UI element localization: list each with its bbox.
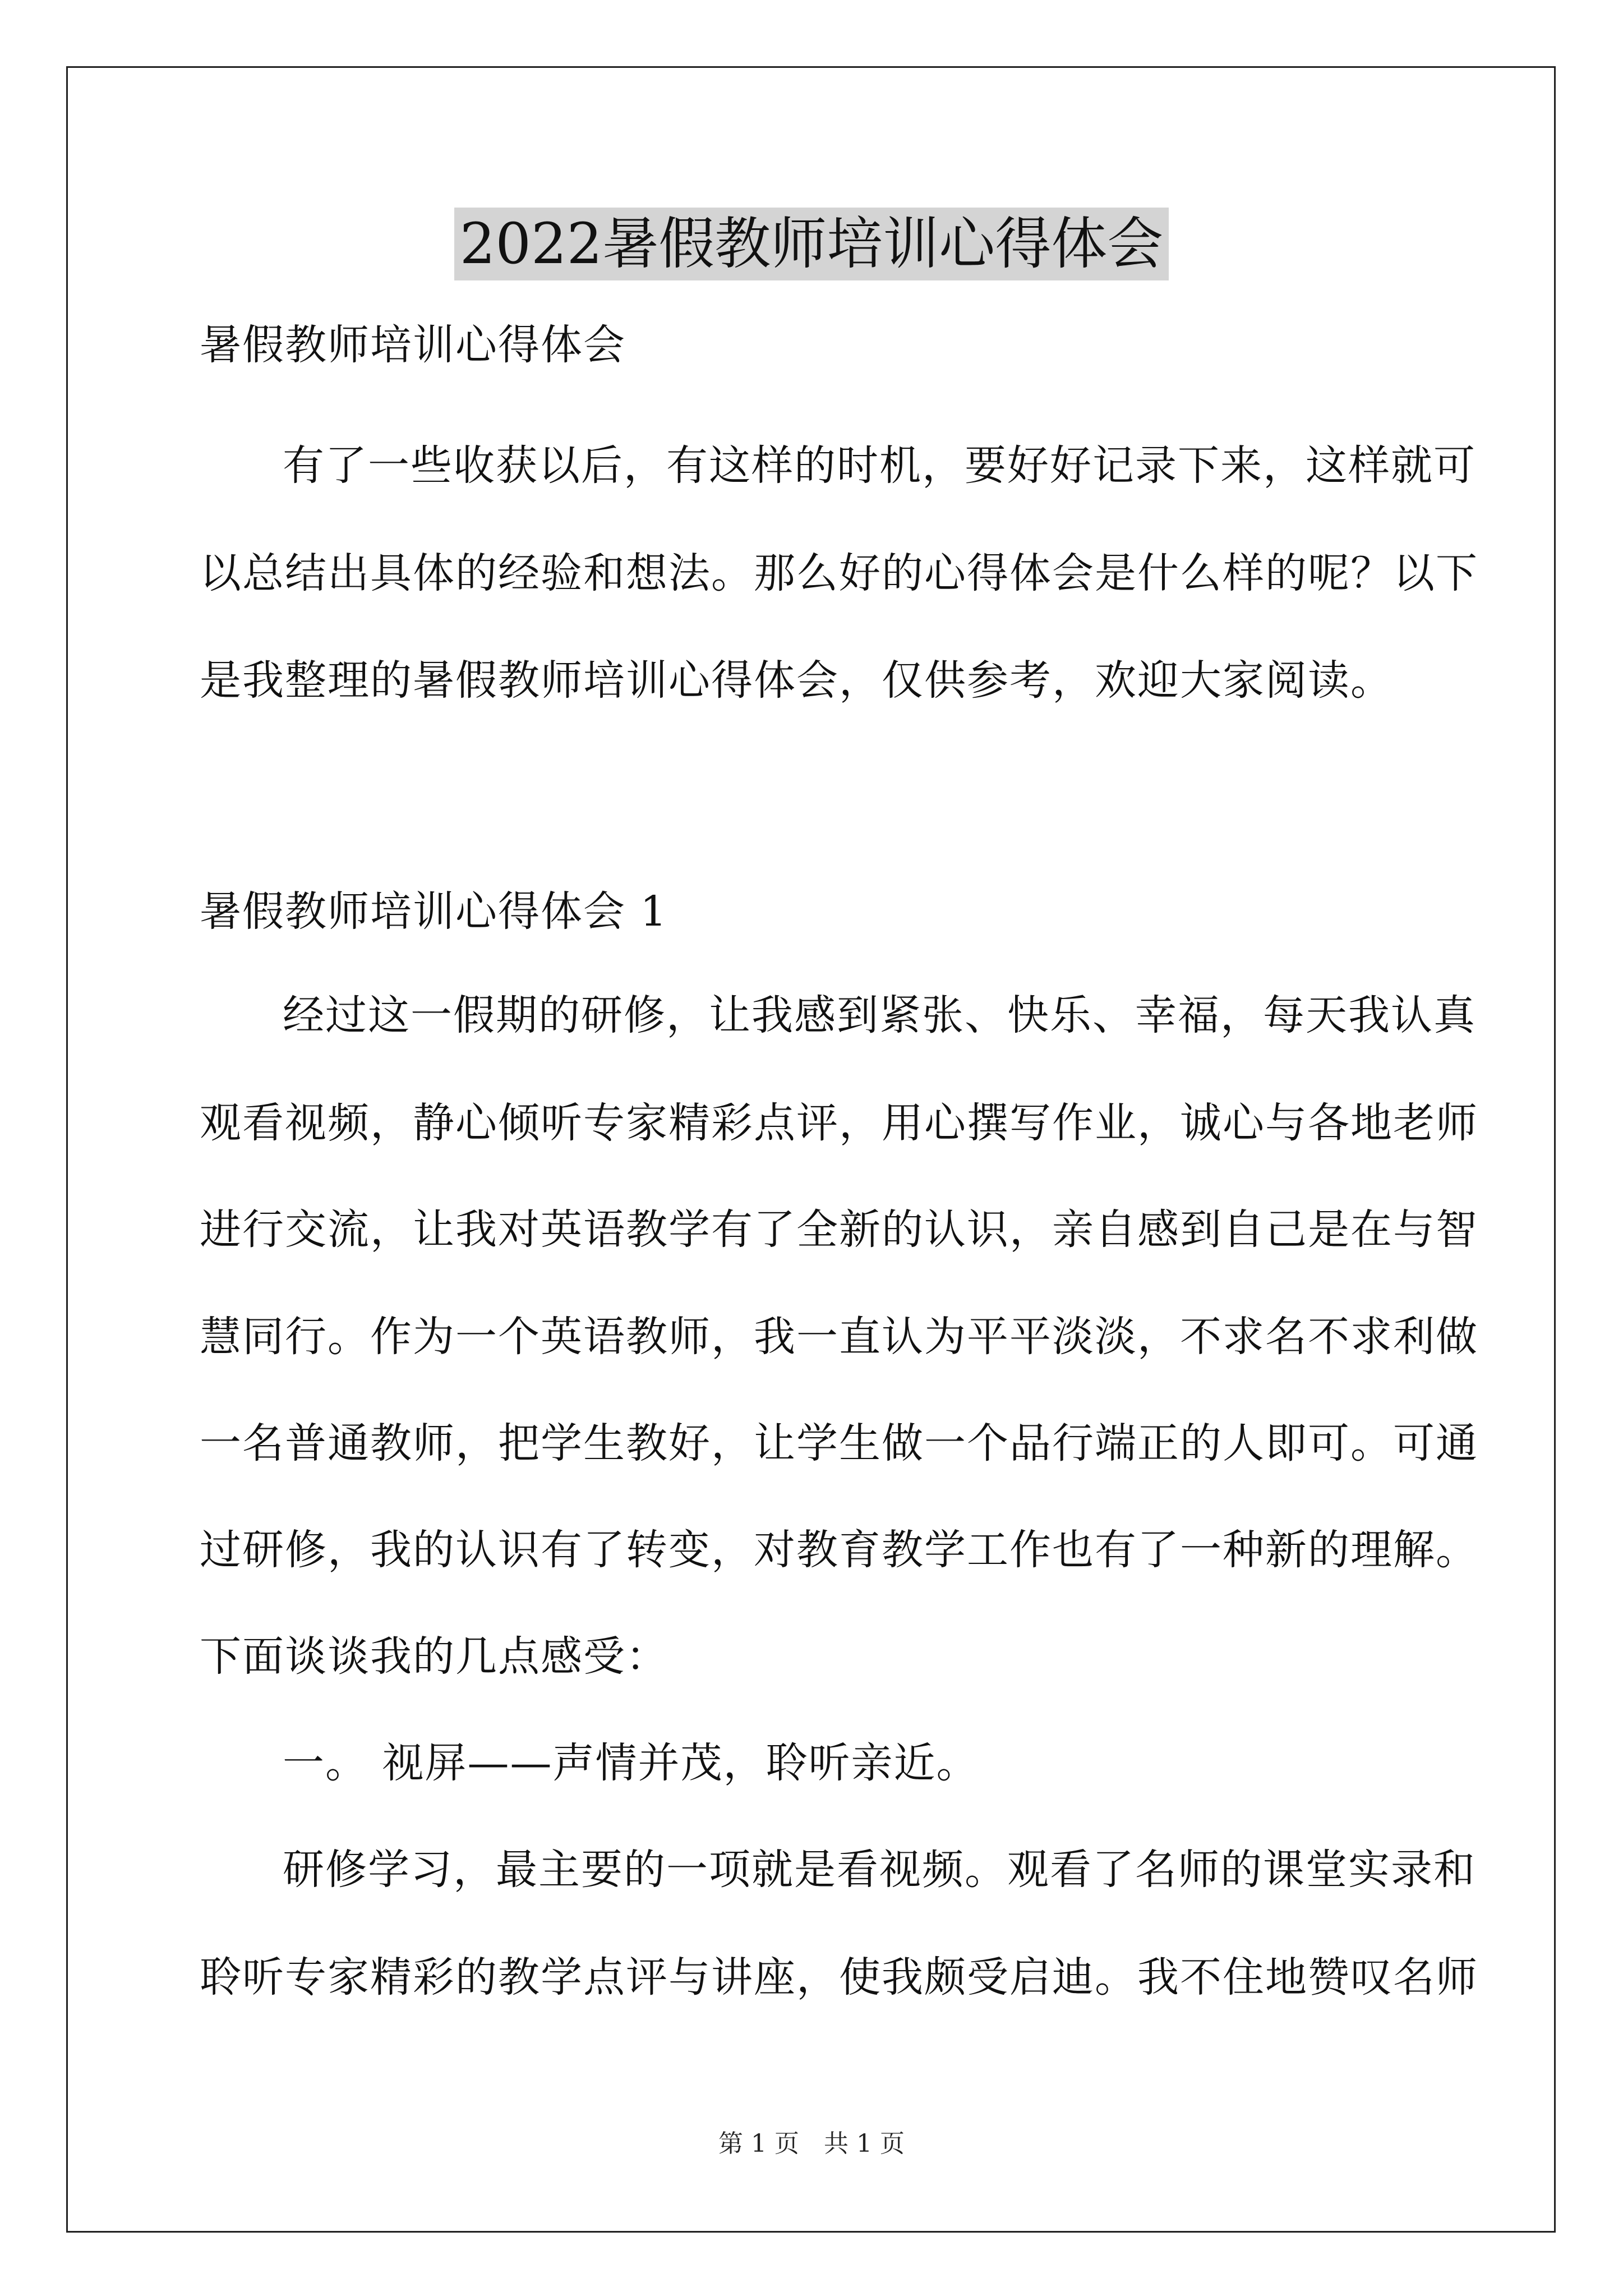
- paragraph-line: 下面谈谈我的几点感受：: [200, 1632, 668, 1681]
- point-heading: 一。 视屏——声情并茂，聆听亲近。: [283, 1739, 979, 1787]
- paragraph-line: 过研修，我的认识有了转变，对教育教学工作也有了一种新的理解。: [200, 1526, 1478, 1574]
- document-subtitle: 暑假教师培训心得体会: [200, 321, 626, 369]
- section-heading: 暑假教师培训心得体会 1: [200, 887, 668, 936]
- paragraph-line: 经过这一假期的研修，让我感到紧张、快乐、幸福，每天我认真: [283, 991, 1476, 1039]
- paragraph-line: 聆听专家精彩的教学点评与讲座，使我颇受启迪。我不住地赞叹名师: [200, 1953, 1478, 2001]
- intro-line: 是我整理的暑假教师培训心得体会，仅供参考，欢迎大家阅读。: [200, 656, 1393, 705]
- paragraph-line: 慧同行。作为一个英语教师，我一直认为平平淡淡，不求名不求利做: [200, 1313, 1478, 1361]
- paragraph-line: 研修学习，最主要的一项就是看视频。观看了名师的课堂实录和: [283, 1846, 1476, 1894]
- intro-line: 有了一些收获以后，有这样的时机，要好好记录下来，这样就可: [283, 441, 1476, 490]
- page-number-footer: 第 1 页 共 1 页: [718, 2129, 905, 2158]
- paragraph-line: 进行交流，让我对英语教学有了全新的认识，亲自感到自己是在与智: [200, 1205, 1478, 1254]
- document-title: [0, 208, 1623, 280]
- document-title-text: 2022暑假教师培训心得体会: [454, 208, 1169, 280]
- intro-line: 以总结出具体的经验和想法。那么好的心得体会是什么样的呢？以下: [200, 549, 1478, 597]
- paragraph-line: 一名普通教师，把学生教好，让学生做一个品行端正的人即可。可通: [200, 1419, 1478, 1467]
- paragraph-line: 观看视频，静心倾听专家精彩点评，用心撰写作业，诚心与各地老师: [200, 1099, 1478, 1147]
